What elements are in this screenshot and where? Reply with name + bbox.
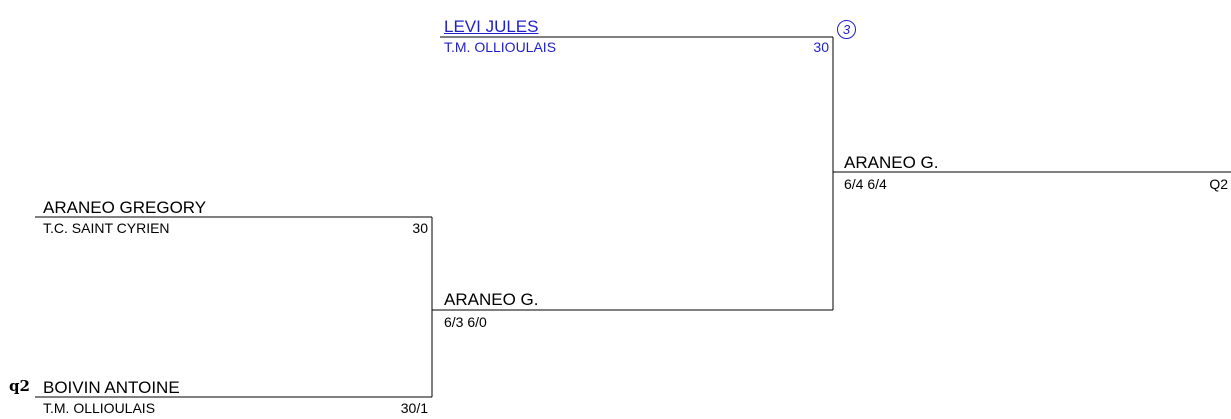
top-player-ranking: 30 xyxy=(813,39,829,55)
final-score: 6/4 6/4 xyxy=(844,176,887,192)
qualifier-tag: q2 xyxy=(9,377,30,395)
seed-badge xyxy=(837,20,856,39)
lower-player-name[interactable]: BOIVIN ANTOINE xyxy=(43,378,180,397)
final-winner-name[interactable]: ARANEO G. xyxy=(844,153,939,172)
seed-number: 3 xyxy=(842,22,851,37)
exit-tag: Q2 xyxy=(1209,176,1228,192)
top-player-name[interactable]: LEVI JULES xyxy=(444,17,539,36)
match1-winner-name[interactable]: ARANEO G. xyxy=(444,290,539,309)
lower-player-club: T.M. OLLIOULAIS xyxy=(43,400,156,416)
upper-player-name[interactable]: ARANEO GREGORY xyxy=(43,198,207,217)
upper-player-club: T.C. SAINT CYRIEN xyxy=(43,220,170,236)
upper-player-ranking: 30 xyxy=(412,220,428,236)
lower-player-ranking: 30/1 xyxy=(400,400,428,416)
match1-score: 6/3 6/0 xyxy=(444,314,487,330)
top-player-club: T.M. OLLIOULAIS xyxy=(444,39,557,55)
